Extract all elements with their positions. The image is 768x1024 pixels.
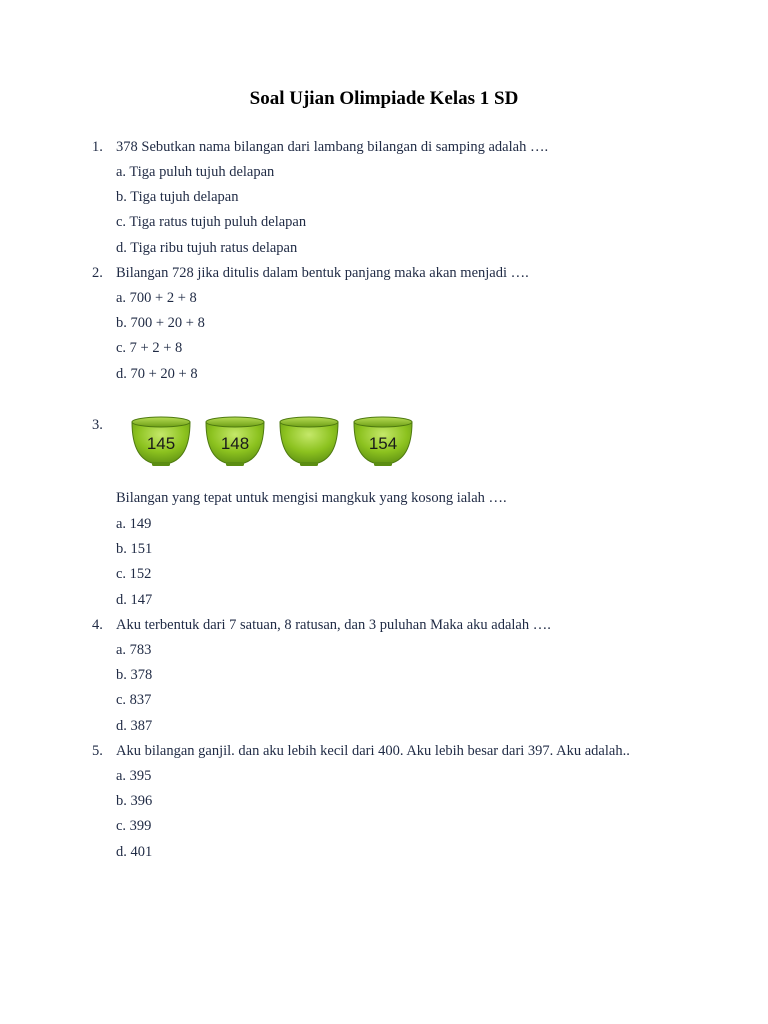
option-a: a. 395 (116, 768, 152, 784)
option-c: c. 399 (116, 818, 152, 834)
option-d: d. 387 (116, 718, 153, 734)
option-b: b. 396 (116, 793, 153, 809)
bowl-number: 148 (220, 434, 250, 453)
option-d: d. 147 (116, 592, 153, 608)
option-c: c. 837 (116, 692, 152, 708)
question-text: Aku terbentuk dari 7 satuan, 8 ratusan, dan 3 puluhan Maka aku adalah …. (116, 617, 551, 633)
option-d: d. Tiga ribu tujuh ratus delapan (116, 240, 298, 256)
option-d: d. 401 (116, 844, 153, 860)
option-d: d. 70 + 20 + 8 (116, 366, 198, 382)
question-number: 5. (92, 743, 103, 759)
question-number: 3. (92, 417, 103, 433)
option-c: c. 7 + 2 + 8 (116, 340, 183, 356)
question-text: Aku bilangan ganjil. dan aku lebih kecil dari 400. Aku lebih besar dari 397. Aku adalah.. (116, 743, 630, 759)
question-text: Bilangan 728 jika ditulis dalam bentuk panjang maka akan menjadi …. (116, 265, 529, 281)
bowl-empty (280, 417, 338, 466)
option-a: a. Tiga puluh tujuh delapan (116, 164, 275, 180)
bowl (206, 417, 264, 466)
question-number: 2. (92, 265, 103, 281)
bowl-number: 154 (368, 434, 398, 453)
option-a: a. 700 + 2 + 8 (116, 290, 197, 306)
option-c: c. Tiga ratus tujuh puluh delapan (116, 214, 307, 230)
question-number: 4. (92, 617, 103, 633)
page-title: Soal Ujian Olimpiade Kelas 1 SD (249, 88, 519, 109)
bowl (354, 417, 412, 466)
option-a: a. 783 (116, 642, 152, 658)
option-b: b. 378 (116, 667, 153, 683)
option-b: b. Tiga tujuh delapan (116, 189, 239, 205)
option-b: b. 700 + 20 + 8 (116, 315, 205, 331)
question-text: 378 Sebutkan nama bilangan dari lambang bilangan di samping adalah …. (116, 139, 549, 155)
option-b: b. 151 (116, 541, 153, 557)
bowls-illustration (128, 412, 428, 474)
bowl (132, 417, 190, 466)
question-text: Bilangan yang tepat untuk mengisi mangkuk yang kosong ialah …. (116, 490, 507, 506)
bowl-number: 145 (146, 434, 176, 453)
question-number: 1. (92, 139, 103, 155)
option-a: a. 149 (116, 516, 152, 532)
option-c: c. 152 (116, 566, 152, 582)
